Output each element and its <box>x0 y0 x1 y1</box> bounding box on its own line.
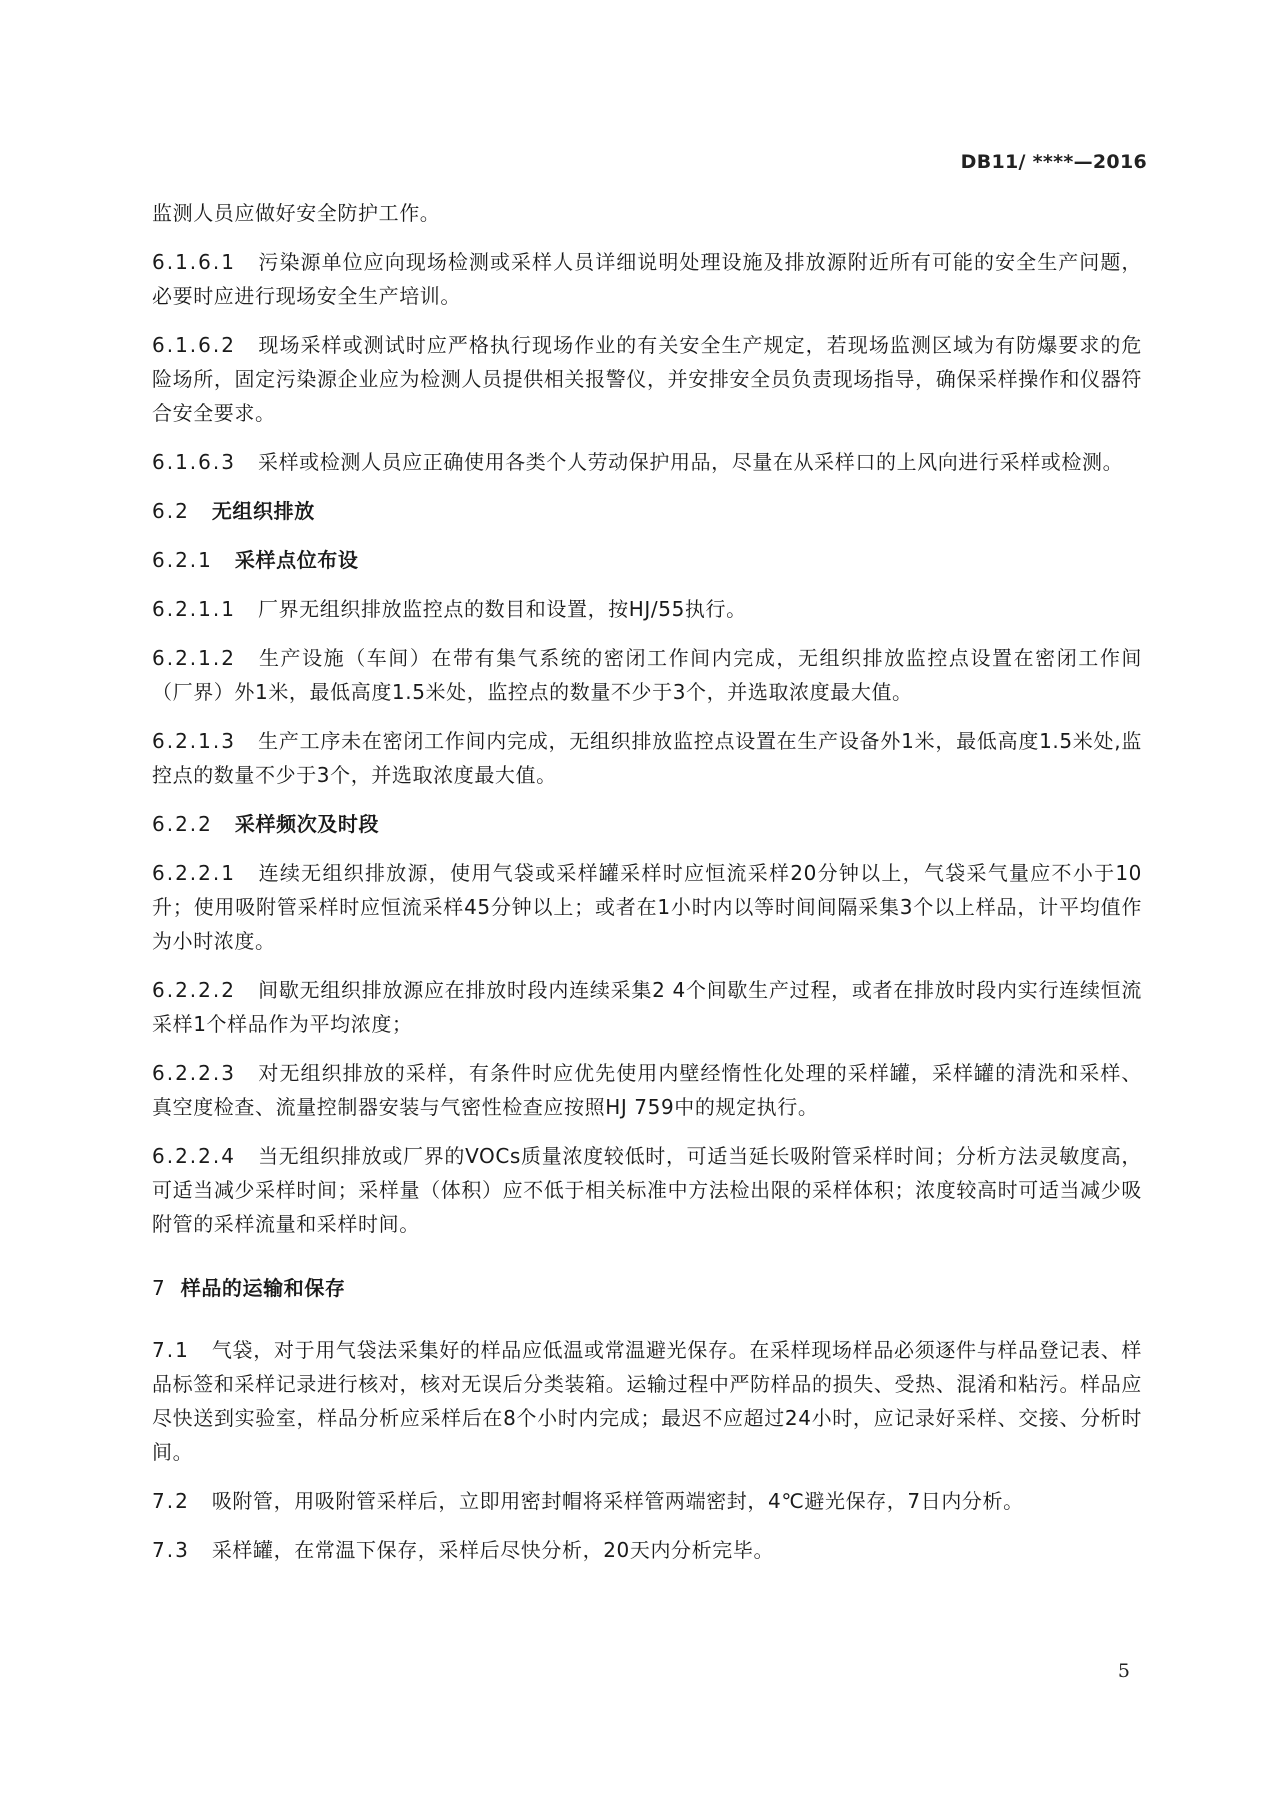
clause-6-2-1-2 <box>152 641 1142 709</box>
clause-text: 生产工序未在密闭工作间内完成，无组织排放监控点设置在生产设备外1米，最低高度1.5米处,监控点的数量不少于3个，并选取浓度最大值。 <box>152 729 1142 787</box>
clause-text: 对无组织排放的采样，有条件时应优先使用内壁经惰性化处理的采样罐，采样罐的清洗和采样、真空度检查、流量控制器安装与气密性检查应按照HJ 759中的规定执行。 <box>152 1061 1142 1119</box>
clause-text: 气袋，对于用气袋法采集好的样品应低温或常温避光保存。在采样现场样品必须逐件与样品登记表、样品标签和采样记录进行核对，核对无误后分类装箱。运输过程中严防样品的损失、受热、混淆和粘污。样品应尽快送到实验室，样品分析应采样后在8个小时内完成；最迟不应超过24小时，应记录好采样、交接、分析时间。 <box>152 1338 1142 1464</box>
clause-text: 生产设施（车间）在带有集气系统的密闭工作间内完成，无组织排放监控点设置在密闭工作间（厂界）外1米，最低高度1.5米处，监控点的数量不少于3个，并选取浓度最大值。 <box>152 646 1142 704</box>
section-heading-6-2-2 <box>152 807 1142 841</box>
clause-number: 6.2.1.1 <box>152 597 236 621</box>
clause-6-1-6-2 <box>152 328 1142 430</box>
section-heading-6-2 <box>152 494 1142 528</box>
clause-number: 7.2 <box>152 1489 190 1513</box>
clause-number: 6.2.2.4 <box>152 1144 236 1168</box>
paragraph-continuation: 监测人员应做好安全防护工作。 <box>152 201 441 225</box>
clause-6-2-1-3 <box>152 724 1142 792</box>
clause-number: 6.2.1.2 <box>152 646 236 670</box>
clause-number: 7.1 <box>152 1338 190 1362</box>
section-title: 无组织排放 <box>211 499 315 523</box>
clause-6-1-6-3 <box>152 445 1142 479</box>
clause-text: 现场采样或测试时应严格执行现场作业的有关安全生产规定，若现场监测区域为有防爆要求的危险场所，固定污染源企业应为检测人员提供相关报警仪，并安排安全员负责现场指导，确保采样操作和仪器符合安全要求。 <box>152 333 1142 425</box>
clause-6-2-2-3 <box>152 1056 1142 1124</box>
clause-number: 6.2.2.3 <box>152 1061 236 1085</box>
clause-7-3 <box>152 1533 1142 1567</box>
clause-7-2 <box>152 1484 1142 1518</box>
section-title: 采样频次及时段 <box>234 812 380 836</box>
clause-6-2-2-1 <box>152 856 1142 958</box>
clause-text: 连续无组织排放源，使用气袋或采样罐采样时应恒流采样20分钟以上，气袋采气量应不小于10升；使用吸附管采样时应恒流采样45分钟以上；或者在1小时内以等时间间隔采集3个以上样品，计平均值作为小时浓度。 <box>152 861 1142 953</box>
clause-number: 7.3 <box>152 1538 190 1562</box>
document-code: DB11/ ****—2016 <box>960 151 1147 173</box>
clause-6-2-2-4 <box>152 1139 1142 1241</box>
section-heading-7 <box>152 1271 1142 1305</box>
clause-7-1 <box>152 1333 1142 1469</box>
clause-text: 吸附管，用吸附管采样后，立即用密封帽将采样管两端密封，4℃避光保存，7日内分析。 <box>211 1489 1024 1513</box>
clause-number: 6.2.2.1 <box>152 861 236 885</box>
clause-number: 6.2.1.3 <box>152 729 236 753</box>
page-number: 5 <box>1117 1660 1130 1682</box>
section-title: 样品的运输和保存 <box>180 1276 346 1300</box>
clause-text: 采样或检测人员应正确使用各类个人劳动保护用品，尽量在从采样口的上风向进行采样或检测。 <box>257 450 1124 474</box>
clause-number: 6.1.6.2 <box>152 333 236 357</box>
clause-6-2-1-1 <box>152 592 1142 626</box>
section-number: 6.2 <box>152 499 190 523</box>
section-title: 采样点位布设 <box>234 548 359 572</box>
clause-text: 污染源单位应向现场检测或采样人员详细说明处理设施及排放源附近所有可能的安全生产问题，必要时应进行现场安全生产培训。 <box>152 250 1142 308</box>
clause-text: 采样罐，在常温下保存，采样后尽快分析，20天内分析完毕。 <box>211 1538 775 1562</box>
clause-6-2-2-2 <box>152 973 1142 1041</box>
clause-number: 6.1.6.1 <box>152 250 236 274</box>
section-heading-6-2-1 <box>152 543 1142 577</box>
section-number: 6.2.2 <box>152 812 213 836</box>
section-number: 7 <box>152 1276 167 1300</box>
clause-text: 间歇无组织排放源应在排放时段内连续采集2 4个间歇生产过程，或者在排放时段内实行连续恒流采样1个样品作为平均浓度； <box>152 978 1142 1036</box>
clause-text: 厂界无组织排放监控点的数目和设置，按HJ/55执行。 <box>257 597 747 621</box>
clause-number: 6.2.2.2 <box>152 978 236 1002</box>
section-number: 6.2.1 <box>152 548 213 572</box>
clause-number: 6.1.6.3 <box>152 450 236 474</box>
clause-text: 当无组织排放或厂界的VOCs质量浓度较低时，可适当延长吸附管采样时间；分析方法灵敏度高，可适当减少采样时间；采样量（体积）应不低于相关标准中方法检出限的采样体积；浓度较高时可适当减少吸附管的采样流量和采样时间。 <box>152 1144 1142 1236</box>
clause-6-1-6-1 <box>152 245 1142 313</box>
document-body <box>152 196 1142 1582</box>
